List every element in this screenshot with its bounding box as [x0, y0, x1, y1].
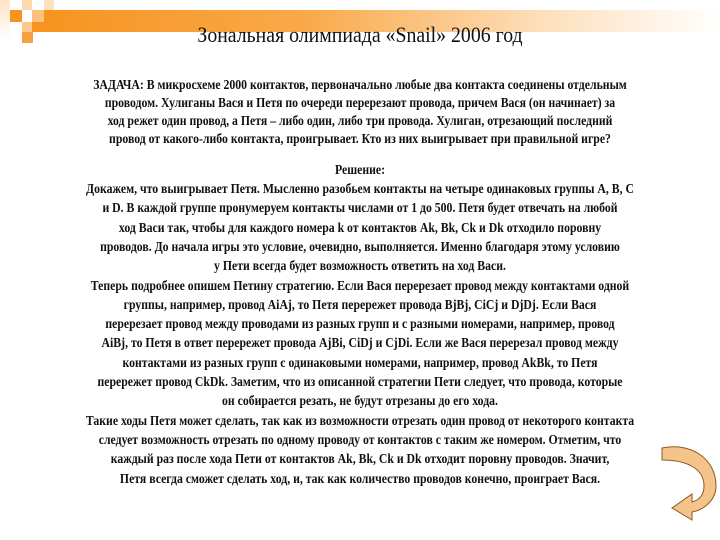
deco-square — [32, 10, 44, 22]
deco-square — [0, 0, 10, 40]
task-line: ЗАДАЧА: В микросхеме 2000 контактов, первоначально любые два контакта соединены отдельным — [93, 78, 627, 93]
deco-square — [22, 0, 32, 10]
deco-square — [22, 22, 32, 32]
solution-line: следует возможность отрезать по одному проводу от контактов с таким же номером. Отметим, что — [98, 432, 622, 448]
curved-arrow-icon — [660, 438, 720, 533]
deco-square — [10, 10, 22, 22]
solution-line: проводов. До начала игры это условие, очевидно, выполняется. Именно благодаря этому условию — [100, 239, 620, 255]
solution-line: перерезает провод между проводами из разных групп и с разными номерами, например, провод — [105, 317, 615, 333]
solution-line: контактами из разных групп с одинаковыми номерами, например, провод AkBk, то Петя — [122, 355, 598, 371]
task-line: ход режет один провод, а Петя – либо один, либо три провода. Хулиган, отрезающий последний — [107, 114, 613, 129]
solution-line: он собирается резать, не будут отрезаны до его хода. — [222, 394, 498, 410]
solution-line: и D. В каждой группе пронумеруем контакты числами от 1 до 500. Петя будет отвечать на любой — [102, 201, 618, 217]
solution-line: Такие ходы Петя может сделать, так как из возможности отрезать один провод от некоторого контакта — [85, 413, 635, 429]
task-line: проводом. Хулиганы Вася и Петя по очереди перерезают провода, причем Вася (он начинает) за — [104, 96, 616, 111]
solution-line: Докажем, что выигрывает Петя. Мысленно разобьем контакты на четыре одинаковых группы A, B, C — [86, 182, 634, 197]
solution-line: Теперь подробнее опишем Петину стратегию. Если Вася перерезает провод между контактами одной — [90, 278, 630, 294]
solution-line: AiBj, то Петя в ответ перережет провода AjBi, CiDj и CjDi. Если же Вася перерезал провод между — [101, 336, 619, 352]
solution-line: группы, например, провод AiAj, то Петя перережет провода BjBj, CiCj и DjDj. Если Вася — [123, 297, 597, 313]
deco-square — [44, 0, 54, 10]
solution-line: каждый раз после хода Пети от контактов Ak, Bk, Ck и Dk отходит поровну проводов. Значит, — [110, 452, 610, 468]
solution-heading: Решение: — [334, 163, 386, 178]
solution-line: перережет провод CkDk. Заметим, что из описанной стратегии Пети следует, что провода, которые — [97, 375, 623, 390]
task-line: провод от какого-либо контакта, проигрывает. Кто из них выигрывает при правильной игре? — [109, 132, 611, 147]
solution-line: у Пети всегда будет возможность ответить на ход Васи. — [214, 259, 506, 275]
solution-line: ход Васи так, чтобы для каждого номера k от контактов Ak, Bk, Ck и Dk отходило поровну — [118, 220, 602, 236]
slide-title: Зональная олимпиада «Snail» 2006 год — [197, 22, 523, 47]
solution-line: Петя всегда сможет сделать ход, и, так как количество проводов конечно, проиграет Вася. — [119, 471, 601, 487]
deco-square — [22, 32, 33, 43]
